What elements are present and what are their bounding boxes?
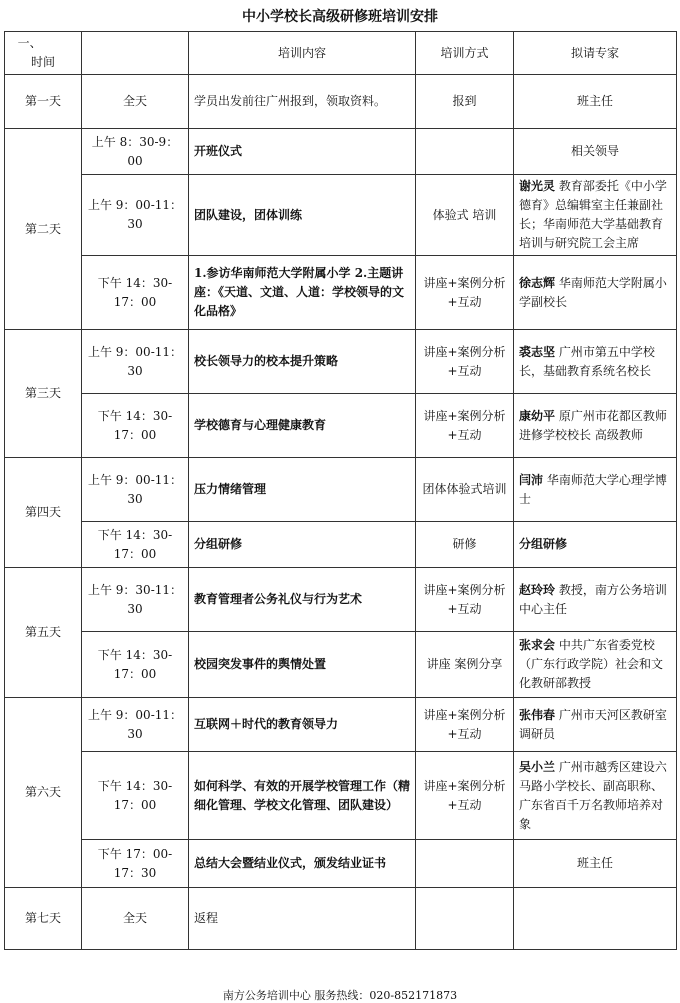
expert-cell [514, 752, 677, 840]
header-method: 培训方式 [416, 32, 514, 75]
method-cell [416, 888, 514, 950]
header-time-spacer [82, 32, 189, 75]
content-cell: 如何科学、有效的开展学校管理工作（精细化管理、学校文化管理、团队建设） [189, 752, 416, 840]
expert-desc: 教授，南方公务培训中心主任 [519, 582, 667, 616]
expert-name: 张伟春 [519, 707, 556, 722]
table-row [5, 256, 677, 330]
expert-cell [514, 129, 677, 175]
header-time-label: 时间 [30, 55, 55, 69]
method-cell: 报到 [416, 75, 514, 129]
method-cell [416, 129, 514, 175]
expert-desc: 教育部委托《中小学德育》总编辑室主任兼副社长；华南师范大学基础教育培训与研究院工会主席 [519, 179, 667, 250]
expert-cell [514, 175, 677, 256]
expert-name: 分组研修 [519, 537, 568, 551]
day-cell: 第二天 [5, 129, 82, 330]
day-cell: 第四天 [5, 458, 82, 568]
expert-desc: 广州市第五中学校长，基础教育系统名校长 [519, 344, 655, 378]
time-cell: 下午 14：30-17：00 [82, 394, 189, 458]
time-cell: 下午 14：30-17：00 [82, 632, 189, 698]
table-row [5, 175, 677, 256]
time-cell: 上午 9：00-11：30 [82, 698, 189, 752]
time-cell: 下午 14：30-17：00 [82, 256, 189, 330]
time-cell: 下午 17：00-17：30 [82, 840, 189, 888]
page-title: 中小学校长高级研修班培训安排 [242, 9, 438, 25]
day-cell: 第一天 [5, 75, 82, 129]
content-cell: 学员出发前往广州报到，领取资料。 [189, 75, 416, 129]
table-row [5, 394, 677, 458]
expert-cell [514, 330, 677, 394]
expert-desc: 班主任 [576, 94, 613, 108]
time-cell: 上午 8：30-9：00 [82, 129, 189, 175]
table-row [5, 458, 677, 522]
method-cell: 讲座+案例分析 +互动 [416, 394, 514, 458]
table-row [5, 888, 677, 950]
method-cell: 讲座 案例分享 [416, 632, 514, 698]
expert-name: 张求会 [519, 638, 556, 652]
time-cell: 全天 [82, 888, 189, 950]
method-cell [416, 840, 514, 888]
expert-cell [514, 888, 677, 950]
table-row [5, 568, 677, 632]
footer-hotline: 南方公务培训中心 服务热线：020-852171873 [222, 989, 458, 1002]
method-cell: 讲座+案例分析 +互动 [416, 698, 514, 752]
expert-name: 裘志坚 [519, 344, 556, 359]
expert-cell [514, 256, 677, 330]
method-cell: 讲座+案例分析 +互动 [416, 330, 514, 394]
table-row [5, 75, 677, 129]
content-cell: 压力情绪管理 [189, 458, 416, 522]
table-row [5, 330, 677, 394]
content-cell: 校园突发事件的舆情处置 [189, 632, 416, 698]
expert-name: 谢光灵 [519, 179, 556, 193]
time-cell: 上午 9：00-11：30 [82, 458, 189, 522]
content-cell: 1.参访华南师范大学附属小学 2.主题讲座：《天道、文道、人道：学校领导的文化品格》 [189, 256, 416, 330]
content-cell: 开班仪式 [189, 129, 416, 175]
expert-cell [514, 632, 677, 698]
expert-desc: 华南师范大学附属小学副校长 [519, 275, 667, 309]
schedule-table [4, 31, 677, 950]
time-cell: 上午 9：00-11：30 [82, 175, 189, 256]
expert-cell [514, 458, 677, 522]
method-cell: 团体体验式培训 [416, 458, 514, 522]
method-cell: 研修 [416, 522, 514, 568]
content-cell: 学校德育与心理健康教育 [189, 394, 416, 458]
expert-name: 康幼平 [519, 408, 556, 423]
expert-desc: 相关领导 [570, 144, 619, 158]
table-row [5, 129, 677, 175]
time-cell: 上午 9：30-11：30 [82, 568, 189, 632]
table-row [5, 632, 677, 698]
header-expert: 拟请专家 [514, 32, 677, 75]
content-cell: 校长领导力的校本提升策略 [189, 330, 416, 394]
day-cell: 第六天 [5, 698, 82, 888]
method-cell: 讲座+案例分析 +互动 [416, 752, 514, 840]
header-time-prefix: 一、 [17, 36, 42, 50]
expert-cell [514, 568, 677, 632]
expert-desc: 广州市越秀区建设六马路小学校长、副高职称、广东省百千万名教师培养对象 [519, 759, 667, 831]
expert-cell [514, 75, 677, 129]
header-content: 培训内容 [189, 32, 416, 75]
time-cell: 下午 14：30-17：00 [82, 522, 189, 568]
expert-cell [514, 394, 677, 458]
expert-desc: 班主任 [576, 856, 613, 870]
expert-name: 吴小兰 [519, 759, 556, 774]
table-row [5, 698, 677, 752]
time-cell: 全天 [82, 75, 189, 129]
day-cell: 第七天 [5, 888, 82, 950]
table-row [5, 522, 677, 568]
content-cell: 团队建设，团体训练 [189, 175, 416, 256]
time-cell: 下午 14：30-17：00 [82, 752, 189, 840]
expert-desc: 原广州市花都区教师进修学校校长 高级教师 [519, 408, 667, 442]
expert-desc: 华南师范大学心理学博士 [519, 472, 667, 506]
method-cell: 讲座+案例分析 +互动 [416, 256, 514, 330]
header-row [5, 32, 677, 75]
expert-cell [514, 522, 677, 568]
content-cell: 总结大会暨结业仪式，颁发结业证书 [189, 840, 416, 888]
table-row [5, 840, 677, 888]
expert-name: 闫沛 [519, 472, 544, 487]
day-cell: 第三天 [5, 330, 82, 458]
expert-desc: 中共广东省委党校（广东行政学院）社会和文化教研部教授 [519, 638, 664, 690]
content-cell: 返程 [189, 888, 416, 950]
expert-cell [514, 840, 677, 888]
method-cell: 体验式 培训 [416, 175, 514, 256]
content-cell: 互联网＋时代的教育领导力 [189, 698, 416, 752]
day-cell: 第五天 [5, 568, 82, 698]
expert-name: 徐志辉 [519, 275, 556, 290]
content-cell: 分组研修 [189, 522, 416, 568]
expert-cell [514, 698, 677, 752]
header-time [5, 32, 82, 75]
expert-desc: 广州市天河区教研室调研员 [519, 707, 667, 741]
method-cell: 讲座+案例分析 +互动 [416, 568, 514, 632]
expert-name: 赵玲玲 [519, 582, 556, 597]
table-row [5, 752, 677, 840]
content-cell: 教育管理者公务礼仪与行为艺术 [189, 568, 416, 632]
time-cell: 上午 9：00-11：30 [82, 330, 189, 394]
